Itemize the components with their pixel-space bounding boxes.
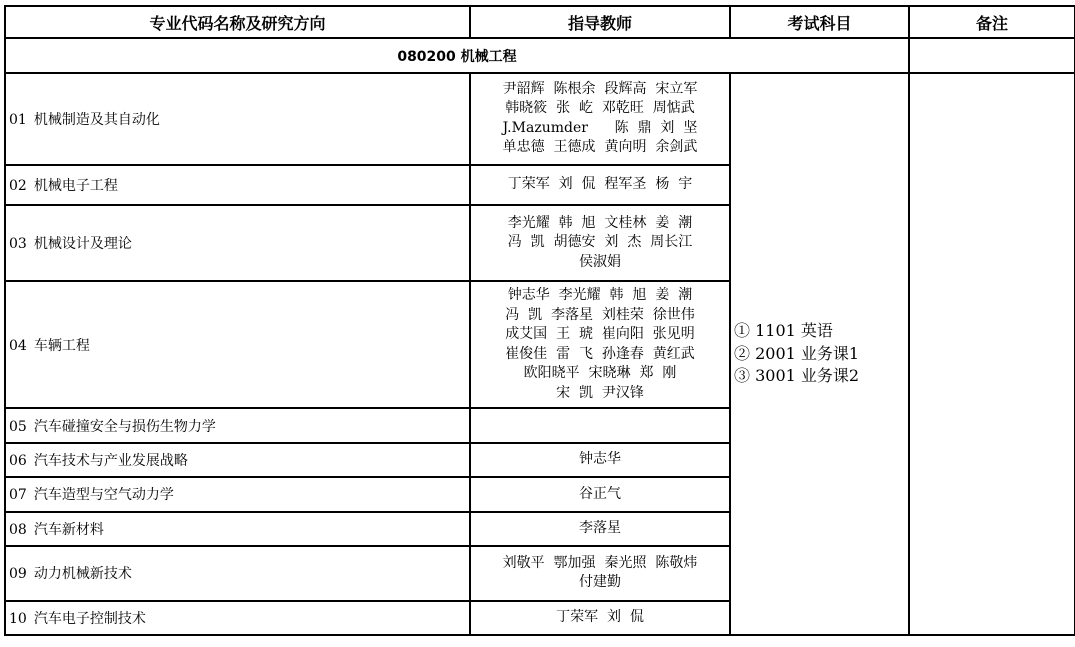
direction-number: 08 [9, 521, 27, 538]
teacher-line: 侯淑娟 [579, 253, 621, 270]
header-remarks: 备注 [909, 6, 1075, 38]
major-row [5, 38, 1075, 72]
teacher-line: 钟志华 李光耀 韩 旭 姜 潮 [507, 287, 693, 304]
direction-number: 04 [9, 337, 27, 354]
direction-name: 汽车新材料 [33, 521, 104, 538]
direction-number: 03 [9, 236, 27, 253]
direction-name: 机械制造及其自动化 [33, 111, 160, 128]
major-remarks-cell [909, 38, 1075, 72]
teacher-line: 宋 凯 尹汉锋 [556, 384, 644, 401]
direction-number: 02 [9, 177, 27, 194]
direction-number: 06 [9, 453, 27, 469]
major-name: 机械工程 [460, 48, 517, 65]
direction-cell [5, 281, 470, 408]
direction-number: 05 [9, 418, 27, 435]
direction-cell [5, 165, 470, 205]
teachers-cell [470, 546, 730, 601]
program-table [4, 5, 1075, 636]
teacher-line: 钟志华 [579, 451, 621, 468]
teacher-line: 欧阳晓平 宋晓琳 郑 刚 [523, 365, 677, 382]
direction-name: 机械电子工程 [33, 177, 118, 194]
teachers-cell [470, 601, 730, 635]
direction-number: 09 [9, 566, 27, 583]
teacher-line: 李光耀 韩 旭 文桂林 姜 潮 [507, 214, 693, 231]
teachers-cell [470, 73, 730, 165]
teacher-line: 单忠德 王德成 黄向明 余剑武 [502, 139, 698, 156]
exam-subjects-cell [730, 73, 909, 635]
direction-number: 01 [9, 111, 27, 128]
teacher-line: 丁荣军 刘 侃 程军圣 杨 宇 [507, 176, 693, 193]
remarks-cell [909, 73, 1075, 635]
direction-name: 汽车技术与产业发展战略 [33, 453, 188, 469]
direction-cell [5, 73, 470, 165]
teacher-line: 成艾国 王 琥 崔向阳 张见明 [505, 326, 695, 343]
teachers-cell [470, 443, 730, 477]
direction-cell [5, 601, 470, 635]
direction-number: 07 [9, 487, 27, 504]
major-code: 080200 [397, 48, 456, 65]
exam-subject: ① 1101 英语 [734, 321, 833, 341]
teacher-line: 谷正气 [579, 485, 621, 502]
direction-cell [5, 205, 470, 281]
direction-cell [5, 408, 470, 442]
direction-name: 汽车电子控制技术 [33, 610, 146, 627]
teachers-cell [470, 281, 730, 408]
teachers-cell [470, 512, 730, 546]
teacher-line: 李落星 [579, 520, 621, 536]
direction-name: 汽车碰撞安全与损伤生物力学 [33, 418, 216, 435]
teacher-line: 尹韶辉 陈根余 段辉高 宋立军 [502, 80, 698, 97]
teacher-line: 冯 凯 李落星 刘桂荣 徐世伟 [505, 306, 695, 323]
exam-subject: ② 2001 业务课1 [734, 343, 860, 363]
teachers-cell [470, 408, 730, 442]
teacher-line: 刘敬平 鄂加强 秦光照 陈敬炜 [502, 554, 698, 571]
header-teachers: 指导教师 [470, 6, 730, 38]
teacher-line: 付建勤 [579, 574, 621, 591]
direction-name: 动力机械新技术 [33, 566, 132, 583]
teachers-cell [470, 205, 730, 281]
direction-cell [5, 443, 470, 477]
teacher-line: 冯 凯 胡德安 刘 杰 周长江 [507, 234, 693, 251]
header-row [5, 6, 1075, 38]
teachers-cell [470, 165, 730, 205]
teacher-line: 韩晓筱 张 屹 邓乾旺 周惦武 [505, 100, 695, 117]
major-title [5, 38, 909, 72]
direction-cell [5, 477, 470, 511]
exam-subject: ③ 3001 业务课2 [734, 366, 860, 386]
teachers-cell [470, 477, 730, 511]
direction-name: 机械设计及理论 [33, 236, 132, 253]
header-direction: 专业代码名称及研究方向 [5, 6, 470, 38]
header-subjects: 考试科目 [730, 6, 909, 38]
direction-row [5, 73, 1075, 165]
teacher-line: 丁荣军 刘 侃 [556, 609, 644, 626]
direction-name: 汽车造型与空气动力学 [33, 487, 174, 504]
program-table-body [5, 6, 1075, 635]
direction-name: 车辆工程 [33, 337, 90, 354]
direction-number: 10 [9, 610, 27, 627]
direction-cell [5, 546, 470, 601]
teacher-line: 崔俊佳 雷 飞 孙逢春 黄红武 [505, 345, 695, 362]
direction-cell [5, 512, 470, 546]
teacher-line: J.Mazumder 陈 鼎 刘 坚 [502, 119, 698, 136]
